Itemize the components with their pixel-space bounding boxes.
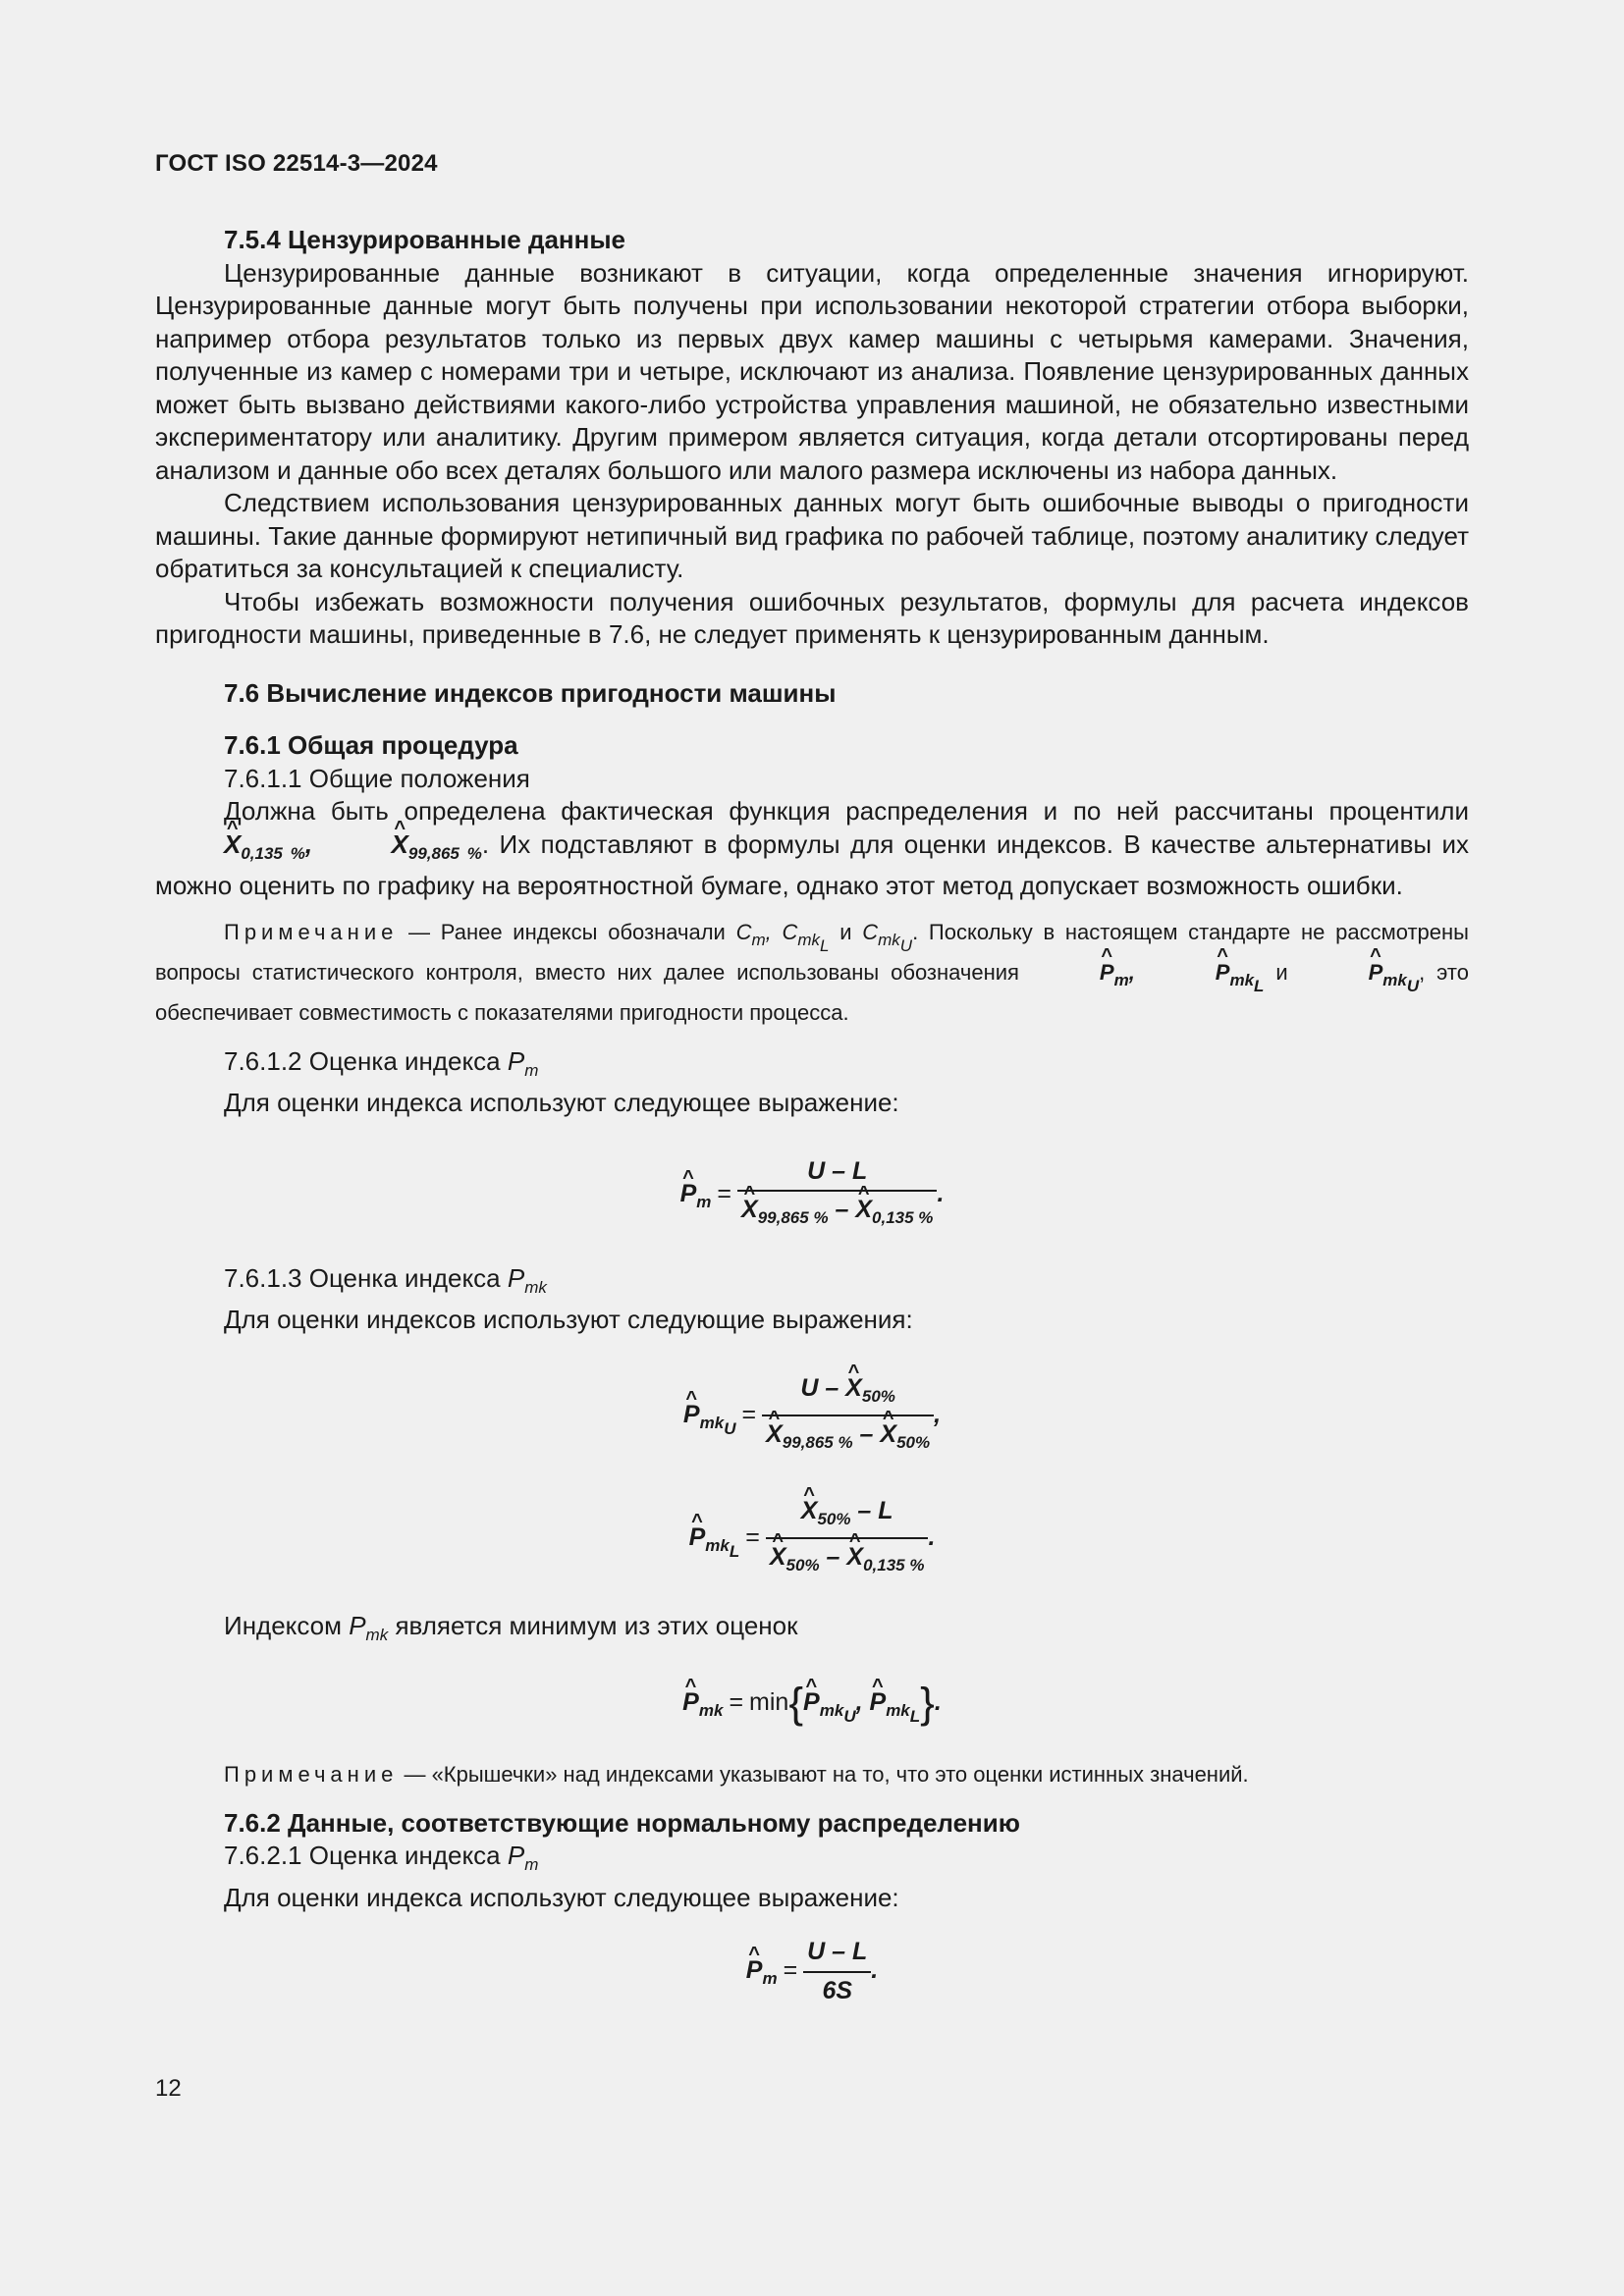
numerator: U – L <box>803 1936 871 1973</box>
paragraph: Индексом $P_{mk}$ является минимум из этих оценок <box>224 1610 798 1644</box>
conjunction: и <box>1275 959 1288 985</box>
section-heading-7-5-4: 7.5.4 Цензурированные данные <box>224 225 625 254</box>
formula-pm: ^ $P_m$ = U – L ^ $X_{99,865 \%}$ – ^ $X_{0,135 \%}$ . <box>155 1155 1469 1235</box>
section-heading-7-6-1: 7.6.1 Общая процедура <box>224 730 518 760</box>
index-symbol: P <box>507 1262 525 1293</box>
conjunction: и <box>839 919 852 944</box>
note-text: . Поскольку в настоящем стандарте не рассмотрены вопросы статистического контроля, вместо них далее использованы обозначения <box>155 919 1469 985</box>
formula-pmk-min: ^ $P_{mk}$ = min{^ $P_{mk_U}$, ^ $P_{mk_L}$}. <box>155 1686 1469 1734</box>
paragraph: Должна быть определена фактическая функция распределения и по ней рассчитаны процентили ^ $X_{0,135 \%}$, ^ $X_{99,865 \%}$. Их подставляют в формулы для оценки индексов. В качестве альтернативы их можно оценить по графику на вероятностной бумаге, однако этот метод допускает возможность ошибки. <box>155 795 1469 903</box>
subscript: 50% <box>896 1433 931 1452</box>
subscript: 99,865 % <box>782 1433 853 1452</box>
subscript: m <box>524 1855 539 1874</box>
note-text: , это обеспечивает совместимость с показателями пригодности процесса. <box>155 959 1469 1025</box>
paragraph: Цензурированные данные возникают в ситуации, когда определенные значения игнорируют. Цензурированные данные могут быть получены при использовании некоторой стратегии отбора выборки, например отбора результатов только из первых двух камер машины с четырьмя камерами. Значения, полученные из камер с номерами три и четыре, исключают из анализа. Появление цензурированных данных может быть вызвано действиями какого-либо устройства управления машиной, не обязательно известными экспериментатору или аналитику. Другим примером является ситуация, когда детали отсортированы перед анализом и данные обо всех деталях большого или малого размера исключены из набора данных. <box>155 257 1469 485</box>
index-symbol: P <box>507 1841 525 1870</box>
formula-pm-normal: ^ $P_m$ = $\frac{U - L}{6S}$ . <box>155 1936 1469 2007</box>
section-heading-7-6: 7.6 Вычисление индексов пригодности машины <box>224 677 837 708</box>
paragraph: Чтобы избежать возможности получения ошибочных результатов, формулы для расчета индексов пригодности машины, приведенные в 7.6, не следует применять к цензурированным данным. <box>155 586 1469 649</box>
numerator-text: – L <box>850 1496 893 1524</box>
subscript: 0,135 % <box>863 1556 925 1575</box>
percentile-symbol: ^ X <box>323 828 408 862</box>
subscript: 99,865 % <box>757 1208 829 1227</box>
subscript: 0,135 % <box>872 1208 934 1227</box>
paragraph: Для оценки индекса используют следующее выражение: <box>224 1088 899 1117</box>
subscript: 99,865 % <box>407 843 482 863</box>
paragraph: Для оценки индексов используют следующие выражения: <box>224 1305 913 1334</box>
paragraph-text: . Их подставляют в формулы для оценки индексов. В качестве альтернативы их можно оценить по графику на вероятностной бумаге, однако этот метод допускает возможность ошибки. <box>155 828 1469 900</box>
subscript: 0,135 % <box>241 843 305 863</box>
section-heading-7-6-1-3 <box>155 1262 1469 1305</box>
paragraph: Для оценки индекса используют следующее выражение: <box>224 1882 899 1912</box>
heading-text: 7.6.1.2 Оценка индекса <box>224 1045 508 1076</box>
section-heading-7-6-1-1: 7.6.1.1 Общие положения <box>224 763 530 793</box>
note-text: — «Крышечки» над индексами указывают на то, что это оценки истинных значений. <box>398 1761 1249 1787</box>
paragraph-text: Должна быть определена фактическая функция распределения и по ней рассчитаны процентили <box>224 796 1469 826</box>
min-operator: min <box>749 1688 789 1716</box>
page-number: 12 <box>155 2075 182 2102</box>
note-label: Примечание <box>224 919 399 944</box>
paragraph-text: Индексом <box>224 1610 350 1640</box>
page-content <box>155 224 1469 2035</box>
percentile-symbol: ^ X <box>155 828 241 862</box>
subscript: mk <box>524 1277 547 1297</box>
document-header: ГОСТ ISO 22514-3—2024 <box>155 150 438 177</box>
subscript: m <box>524 1060 539 1080</box>
note-label: Примечание <box>224 1761 399 1787</box>
note: Примечание — Ранее индексы обозначали $C_m$, $C_{mk_L}$ и $C_{mk_U}$. Поскольку в настоящем стандарте не рассмотрены вопросы статистического контроля, вместо них далее использованы обозначения ^ $P_m$, ^ $P_{mk_L}$ и ^ $P_{mk_U}$, это обеспечивает совместимость с показателями пригодности процесса. <box>155 919 1469 1026</box>
formula-pmkl: ^ $P_{mk_L}=$ ^ $X_{50\%}$ – L ^ $X_{50\%}$ – ^ $X_{0,135 \%}$ . <box>155 1495 1469 1582</box>
index-symbol: P <box>507 1045 525 1076</box>
formula-pmku: ^ $P_{mk_U}=$ U – ^ $X_{50\%}$ ^ $X_{99,865 \%}$ – ^ $X_{50\%}$ , <box>155 1372 1469 1460</box>
section-heading-7-6-2: 7.6.2 Данные, соответствующие нормальному распределению <box>224 1807 1020 1838</box>
paragraph: Следствием использования цензурированных данных могут быть ошибочные выводы о пригодности машины. Такие данные формируют нетипичный вид графика по рабочей таблице, поэтому аналитику следует обратиться за консультацией к специалисту. <box>155 488 1469 583</box>
heading-text: 7.6.2.1 Оценка индекса <box>224 1841 508 1870</box>
subscript: 50% <box>861 1386 895 1406</box>
note-text: — Ранее индексы обозначали <box>398 919 736 944</box>
numerator-text: U – <box>800 1373 846 1402</box>
section-heading-7-6-2-1 <box>155 1840 1469 1882</box>
section-heading-7-6-1-2 <box>155 1045 1469 1088</box>
subscript: 50% <box>817 1509 851 1528</box>
paragraph-text: является минимум из этих оценок <box>388 1610 798 1640</box>
subscript: 50% <box>785 1556 820 1575</box>
denominator: 6S <box>822 1976 853 2004</box>
numerator: U – L <box>737 1155 937 1193</box>
heading-text: 7.6.1.3 Оценка индекса <box>224 1262 508 1293</box>
note <box>155 1761 1469 1788</box>
